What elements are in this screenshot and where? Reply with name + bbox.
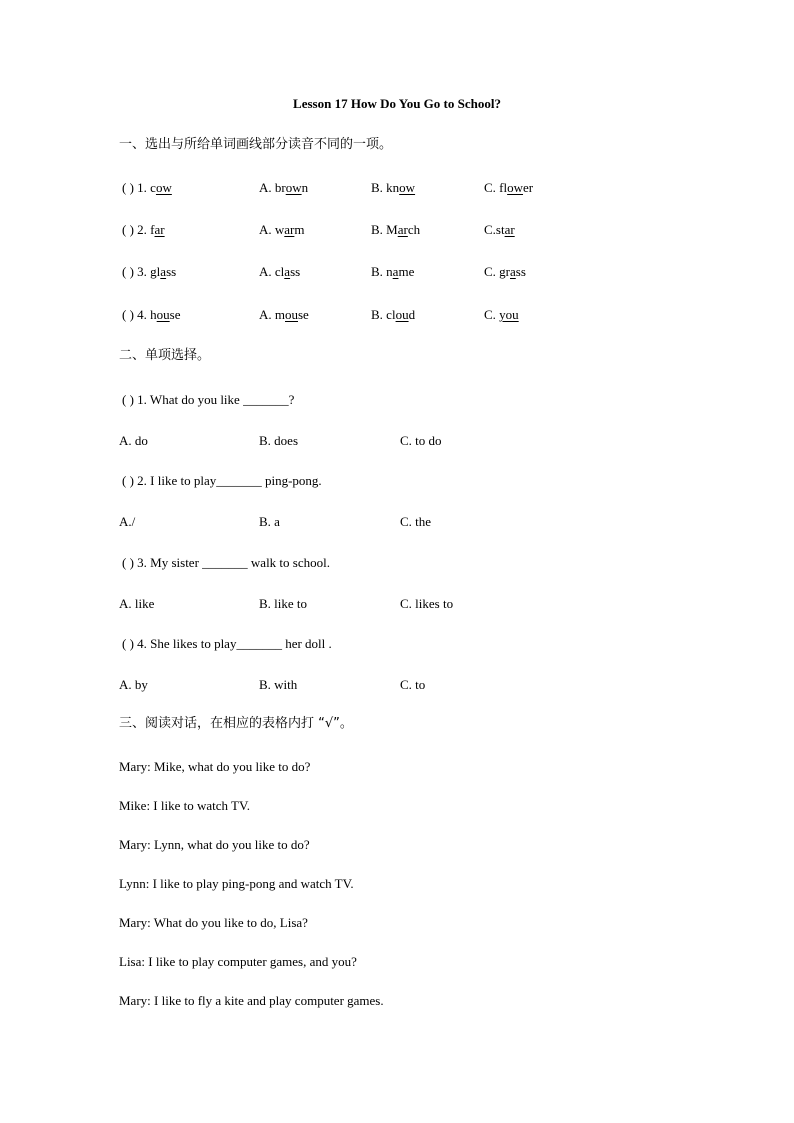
option-c: C. you (484, 307, 519, 322)
question-number: ( ) 4. house (122, 307, 181, 322)
dialogue-line: Mary: I like to fly a kite and play computer games. (119, 993, 384, 1008)
option-b: B. a (259, 514, 280, 529)
dialogue-line: Lynn: I like to play ping-pong and watch TV. (119, 876, 354, 891)
option-a: A. do (119, 433, 148, 448)
option-a: A. by (119, 677, 148, 692)
question-text: ( ) 3. My sister _______ walk to school. (122, 555, 330, 570)
dialogue-line: Mike: I like to watch TV. (119, 798, 250, 813)
dialogue-line: Lisa: I like to play computer games, and you? (119, 954, 357, 969)
option-b: B. cloud (371, 307, 416, 322)
question-text: ( ) 1. What do you like _______? (122, 392, 295, 407)
option-b: B. know (371, 180, 416, 195)
dialogue-line: Mary: Mike, what do you like to do? (119, 759, 311, 774)
option-a: A. class (259, 264, 301, 279)
option-c: C. to do (400, 433, 442, 448)
dialogue-line: Mary: Lynn, what do you like to do? (119, 837, 310, 852)
option-a: A./ (119, 514, 136, 529)
option-b: B. March (371, 222, 421, 237)
option-c: C. the (400, 514, 432, 529)
option-b: B. does (259, 433, 298, 448)
option-c: C. to (400, 677, 426, 692)
section-2-heading: 二、单项选择。 (119, 348, 211, 363)
option-a: A. warm (259, 222, 305, 237)
option-a: A. mouse (259, 307, 309, 322)
question-number: ( ) 2. far (122, 222, 165, 237)
question-text: ( ) 4. She likes to play_______ her doll . (122, 636, 332, 651)
option-a: A. brown (259, 180, 309, 195)
option-c: C.star (484, 222, 515, 237)
option-c: C. flower (484, 180, 534, 195)
option-b: B. name (371, 264, 415, 279)
option-b: B. like to (259, 596, 308, 611)
option-a: A. like (119, 596, 155, 611)
section-1-heading: 一、选出与所给单词画线部分读音不同的一项。 (119, 137, 393, 152)
question-number: ( ) 3. glass (122, 264, 177, 279)
section-3-heading: 三、阅读对话，在相应的表格内打 “√”。 (119, 716, 353, 731)
dialogue-line: Mary: What do you like to do, Lisa? (119, 915, 308, 930)
option-b: B. with (259, 677, 298, 692)
page-title: Lesson 17 How Do You Go to School? (293, 96, 501, 111)
question-text: ( ) 2. I like to play_______ ping-pong. (122, 473, 322, 488)
question-number: ( ) 1. cow (122, 180, 172, 195)
option-c: C. likes to (400, 596, 454, 611)
option-c: C. grass (484, 264, 526, 279)
